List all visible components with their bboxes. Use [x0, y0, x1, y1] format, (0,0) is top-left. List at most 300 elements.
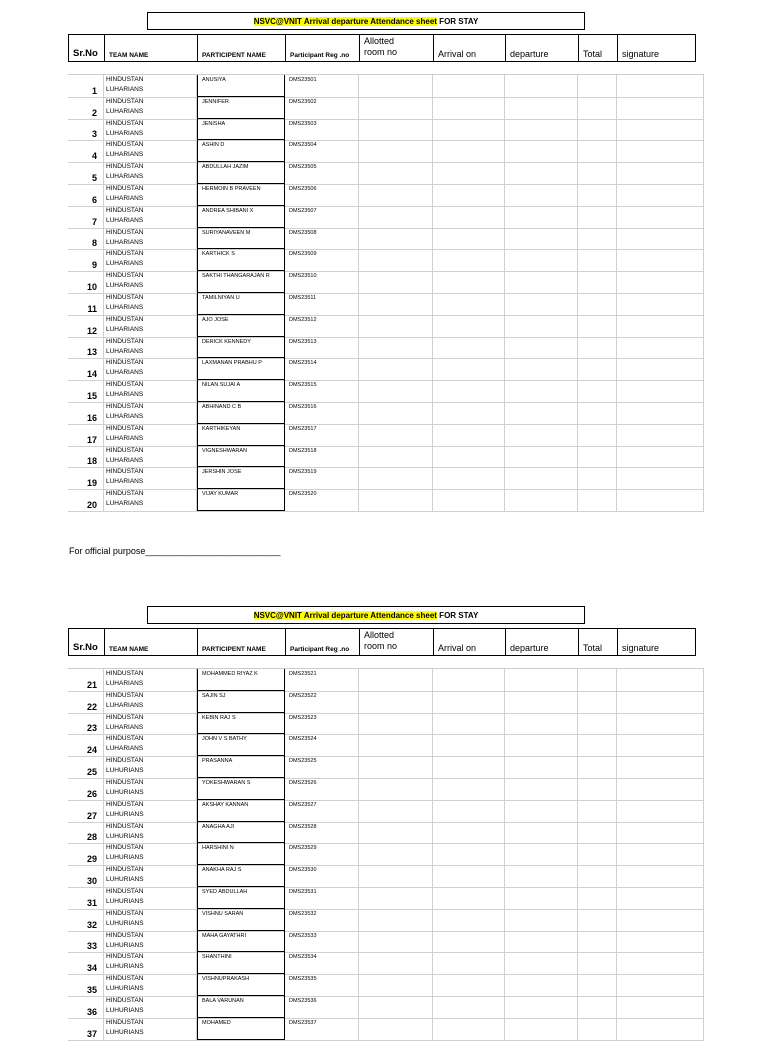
header-signature: signature: [622, 49, 660, 59]
row-srno: 7: [68, 206, 104, 228]
row-room-cell[interactable]: [359, 162, 433, 184]
row-arrival-cell[interactable]: [433, 756, 505, 778]
row-arrival-cell[interactable]: [433, 380, 505, 402]
row-room-cell[interactable]: [359, 249, 433, 271]
row-total-cell[interactable]: [578, 467, 617, 489]
row-room-cell[interactable]: [359, 228, 433, 250]
row-departure-cell[interactable]: [505, 909, 578, 931]
table-row: [68, 887, 704, 910]
row-arrival-cell[interactable]: [433, 337, 505, 359]
team-name-line2: LUHARIANS: [106, 195, 144, 202]
row-reg-no: DMS23501: [285, 75, 359, 97]
row-arrival-cell[interactable]: [433, 315, 505, 337]
row-room-cell[interactable]: [359, 996, 433, 1018]
row-team-name: [104, 489, 197, 511]
row-total-cell[interactable]: [578, 909, 617, 931]
row-arrival-cell[interactable]: [433, 249, 505, 271]
row-arrival-cell[interactable]: [433, 734, 505, 756]
row-reg-no: DMS23509: [285, 249, 359, 271]
header-departure: departure: [506, 35, 579, 61]
table-row: [68, 337, 704, 360]
row-reg-no: DMS23503: [285, 119, 359, 141]
row-participant-name: YOKESHWARAN S: [197, 778, 285, 800]
row-signature-cell[interactable]: [617, 822, 704, 844]
row-room-cell[interactable]: [359, 315, 433, 337]
row-participant-name: AJO JOSE: [197, 315, 285, 337]
row-room-cell[interactable]: [359, 1018, 433, 1040]
row-departure-cell[interactable]: [505, 843, 578, 865]
row-room-cell[interactable]: [359, 778, 433, 800]
row-srno: 30: [68, 865, 104, 887]
row-team-name: [104, 713, 197, 735]
title-highlighted: NSVC@VNIT Arrival departure Attendance sheet: [253, 611, 437, 620]
row-signature-cell[interactable]: [617, 843, 704, 865]
row-total-cell[interactable]: [578, 931, 617, 953]
row-total-cell[interactable]: [578, 424, 617, 446]
row-arrival-cell[interactable]: [433, 843, 505, 865]
row-arrival-cell[interactable]: [433, 865, 505, 887]
row-participant-name: LAXMANAN PRABHU P: [197, 358, 285, 380]
row-signature-cell[interactable]: [617, 184, 704, 206]
row-room-cell[interactable]: [359, 184, 433, 206]
row-reg-no: DMS23511: [285, 293, 359, 315]
row-arrival-cell[interactable]: [433, 97, 505, 119]
row-total-cell[interactable]: [578, 996, 617, 1018]
row-srno: 10: [68, 271, 104, 293]
team-name-line1: HINDUSTAN: [106, 381, 144, 389]
row-srno: 2: [68, 97, 104, 119]
row-signature-cell[interactable]: [617, 756, 704, 778]
row-signature-cell[interactable]: [617, 1018, 704, 1040]
row-departure-cell[interactable]: [505, 822, 578, 844]
row-team-name: [104, 909, 197, 931]
row-room-cell[interactable]: [359, 887, 433, 909]
row-departure-cell[interactable]: [505, 1018, 578, 1040]
row-room-cell[interactable]: [359, 713, 433, 735]
team-name-line2: LUHARIANS: [106, 701, 144, 709]
row-team-name: [104, 1018, 197, 1040]
row-arrival-cell[interactable]: [433, 887, 505, 909]
row-signature-cell[interactable]: [617, 402, 704, 424]
row-reg-no: DMS23537: [285, 1018, 359, 1040]
team-name-line2: LUHARIANS: [106, 391, 144, 399]
row-arrival-cell[interactable]: [433, 424, 505, 446]
row-total-cell[interactable]: [578, 887, 617, 909]
row-total-cell[interactable]: [578, 358, 617, 380]
team-name-line1: HINDUSTAN: [106, 735, 144, 743]
row-arrival-cell[interactable]: [433, 467, 505, 489]
row-departure-cell[interactable]: [505, 140, 578, 162]
row-srno: 20: [68, 489, 104, 511]
row-srno: 24: [68, 734, 104, 756]
row-room-cell[interactable]: [359, 358, 433, 380]
row-departure-cell[interactable]: [505, 996, 578, 1018]
row-reg-no: DMS23532: [285, 909, 359, 931]
row-participant-name: VISHNU SARAN: [197, 909, 285, 931]
row-signature-cell[interactable]: [617, 800, 704, 822]
row-team-name: [104, 249, 197, 271]
row-arrival-cell[interactable]: [433, 184, 505, 206]
row-arrival-cell[interactable]: [433, 446, 505, 468]
row-departure-cell[interactable]: [505, 756, 578, 778]
row-total-cell[interactable]: [578, 1018, 617, 1040]
row-total-cell[interactable]: [578, 293, 617, 315]
row-participant-name: VIGNESHWARAN: [197, 446, 285, 468]
row-departure-cell[interactable]: [505, 489, 578, 511]
row-srno: 32: [68, 909, 104, 931]
row-total-cell[interactable]: [578, 75, 617, 97]
team-name-line1: HINDUSTAN: [106, 909, 144, 917]
row-departure-cell[interactable]: [505, 734, 578, 756]
row-room-cell[interactable]: [359, 75, 433, 97]
row-participant-name: AKSHAY KANNAN: [197, 800, 285, 822]
row-total-cell[interactable]: [578, 337, 617, 359]
row-total-cell[interactable]: [578, 271, 617, 293]
row-departure-cell[interactable]: [505, 293, 578, 315]
row-signature-cell[interactable]: [617, 865, 704, 887]
row-signature-cell[interactable]: [617, 271, 704, 293]
row-departure-cell[interactable]: [505, 206, 578, 228]
team-name-line1: HINDUSTAN: [106, 822, 144, 830]
title-suffix: FOR STAY: [436, 611, 479, 620]
row-total-cell[interactable]: [578, 140, 617, 162]
row-total-cell[interactable]: [578, 249, 617, 271]
team-name-line2: LUHURIANS: [106, 789, 144, 796]
row-room-cell[interactable]: [359, 119, 433, 141]
row-reg-no: DMS23526: [285, 778, 359, 800]
row-signature-cell[interactable]: [617, 446, 704, 468]
row-departure-cell[interactable]: [505, 184, 578, 206]
row-room-cell[interactable]: [359, 909, 433, 931]
row-room-cell[interactable]: [359, 756, 433, 778]
table-row: [68, 140, 704, 163]
row-total-cell[interactable]: [578, 974, 617, 996]
row-signature-cell[interactable]: [617, 162, 704, 184]
row-room-cell[interactable]: [359, 843, 433, 865]
row-signature-cell[interactable]: [617, 97, 704, 119]
row-arrival-cell[interactable]: [433, 800, 505, 822]
row-total-cell[interactable]: [578, 756, 617, 778]
row-arrival-cell[interactable]: [433, 206, 505, 228]
row-total-cell[interactable]: [578, 843, 617, 865]
row-participant-name: KARTHICK S: [197, 249, 285, 271]
row-room-cell[interactable]: [359, 734, 433, 756]
row-signature-cell[interactable]: [617, 669, 704, 691]
row-total-cell[interactable]: [578, 691, 617, 713]
row-room-cell[interactable]: [359, 424, 433, 446]
row-srno: 34: [68, 952, 104, 974]
row-departure-cell[interactable]: [505, 380, 578, 402]
row-total-cell[interactable]: [578, 669, 617, 691]
row-total-cell[interactable]: [578, 97, 617, 119]
team-name-line1: HINDUSTAN: [106, 953, 144, 961]
row-total-cell[interactable]: [578, 734, 617, 756]
row-room-cell[interactable]: [359, 402, 433, 424]
row-total-cell[interactable]: [578, 952, 617, 974]
row-room-cell[interactable]: [359, 380, 433, 402]
row-signature-cell[interactable]: [617, 358, 704, 380]
team-name-line2: LUHARIANS: [106, 86, 144, 93]
table-row: [68, 97, 704, 120]
official-purpose-line: For official purpose___________________________: [69, 546, 281, 556]
row-arrival-cell[interactable]: [433, 271, 505, 293]
row-reg-no: DMS23527: [285, 800, 359, 822]
row-total-cell[interactable]: [578, 489, 617, 511]
row-arrival-cell[interactable]: [433, 822, 505, 844]
table-header: [68, 34, 696, 62]
row-departure-cell[interactable]: [505, 228, 578, 250]
team-name-line1: HINDUSTAN: [106, 844, 144, 852]
team-name-line2: LUHARIANS: [106, 260, 144, 268]
header-srno: Sr.No: [69, 35, 105, 61]
team-name-line2: LUHURIANS: [106, 919, 144, 927]
row-departure-cell[interactable]: [505, 402, 578, 424]
row-signature-cell[interactable]: [617, 228, 704, 250]
row-total-cell[interactable]: [578, 713, 617, 735]
row-signature-cell[interactable]: [617, 315, 704, 337]
row-room-cell[interactable]: [359, 337, 433, 359]
row-room-cell[interactable]: [359, 974, 433, 996]
table-row: [68, 402, 704, 425]
table-row: [68, 952, 704, 975]
row-total-cell[interactable]: [578, 402, 617, 424]
row-signature-cell[interactable]: [617, 734, 704, 756]
row-signature-cell[interactable]: [617, 140, 704, 162]
row-signature-cell[interactable]: [617, 206, 704, 228]
row-arrival-cell[interactable]: [433, 140, 505, 162]
row-team-name: [104, 271, 197, 293]
row-participant-name: VIJAY KUMAR: [197, 489, 285, 511]
title-highlighted: NSVC@VNIT Arrival departure Attendance sheet: [253, 17, 437, 26]
team-name-line1: HINDUSTAN: [106, 866, 144, 874]
row-arrival-cell[interactable]: [433, 402, 505, 424]
row-signature-cell[interactable]: [617, 467, 704, 489]
team-name-line2: LUHARIANS: [106, 434, 144, 442]
row-total-cell[interactable]: [578, 380, 617, 402]
row-arrival-cell[interactable]: [433, 1018, 505, 1040]
table-row: [68, 184, 704, 207]
row-room-cell[interactable]: [359, 140, 433, 162]
table-row: [68, 756, 704, 779]
row-total-cell[interactable]: [578, 315, 617, 337]
row-departure-cell[interactable]: [505, 865, 578, 887]
row-arrival-cell[interactable]: [433, 489, 505, 511]
row-arrival-cell[interactable]: [433, 669, 505, 691]
row-signature-cell[interactable]: [617, 489, 704, 511]
row-departure-cell[interactable]: [505, 691, 578, 713]
row-departure-cell[interactable]: [505, 974, 578, 996]
row-signature-cell[interactable]: [617, 713, 704, 735]
team-name-line1: HINDUSTAN: [106, 163, 144, 171]
title-suffix: FOR STAY: [436, 17, 479, 26]
row-srno: 9: [68, 249, 104, 271]
team-name-line2: LUHARIANS: [106, 478, 144, 486]
row-participant-name: SAKTHI THANGARAJAN R: [197, 271, 285, 293]
row-departure-cell[interactable]: [505, 97, 578, 119]
row-departure-cell[interactable]: [505, 887, 578, 909]
row-team-name: [104, 140, 197, 162]
row-room-cell[interactable]: [359, 822, 433, 844]
row-room-cell[interactable]: [359, 467, 433, 489]
row-arrival-cell[interactable]: [433, 952, 505, 974]
row-arrival-cell[interactable]: [433, 691, 505, 713]
row-departure-cell[interactable]: [505, 669, 578, 691]
row-departure-cell[interactable]: [505, 337, 578, 359]
table-row: [68, 865, 704, 888]
table-row: [68, 228, 704, 251]
row-total-cell[interactable]: [578, 778, 617, 800]
row-reg-no: DMS23518: [285, 446, 359, 468]
row-srno: 4: [68, 140, 104, 162]
team-name-line2: LUHARIANS: [106, 347, 144, 355]
row-arrival-cell[interactable]: [433, 162, 505, 184]
row-signature-cell[interactable]: [617, 249, 704, 271]
table-row: [68, 489, 704, 512]
row-signature-cell[interactable]: [617, 887, 704, 909]
row-arrival-cell[interactable]: [433, 119, 505, 141]
row-total-cell[interactable]: [578, 184, 617, 206]
row-srno: 13: [68, 337, 104, 359]
row-total-cell[interactable]: [578, 206, 617, 228]
row-room-cell[interactable]: [359, 952, 433, 974]
row-room-cell[interactable]: [359, 931, 433, 953]
row-arrival-cell[interactable]: [433, 228, 505, 250]
team-name-line2: LUHARIANS: [106, 413, 144, 420]
row-arrival-cell[interactable]: [433, 75, 505, 97]
row-arrival-cell[interactable]: [433, 293, 505, 315]
team-name-line2: LUHARIANS: [106, 238, 144, 246]
row-departure-cell[interactable]: [505, 446, 578, 468]
row-departure-cell[interactable]: [505, 271, 578, 293]
row-room-cell[interactable]: [359, 206, 433, 228]
row-team-name: [104, 206, 197, 228]
row-signature-cell[interactable]: [617, 75, 704, 97]
header-room: [360, 35, 434, 61]
row-arrival-cell[interactable]: [433, 778, 505, 800]
row-departure-cell[interactable]: [505, 315, 578, 337]
header-total: Total: [579, 35, 618, 61]
sheet-title: [147, 606, 585, 624]
header-srno: Sr.No: [69, 629, 105, 655]
row-signature-cell[interactable]: [617, 293, 704, 315]
row-signature-cell[interactable]: [617, 996, 704, 1018]
header-arrival: Arrival on: [434, 629, 506, 655]
team-name-line1: HINDUSTAN: [106, 713, 144, 721]
row-total-cell[interactable]: [578, 865, 617, 887]
table-header: [68, 628, 696, 656]
row-departure-cell[interactable]: [505, 249, 578, 271]
team-name-line1: HINDUSTAN: [106, 272, 144, 280]
row-arrival-cell[interactable]: [433, 909, 505, 931]
row-arrival-cell[interactable]: [433, 996, 505, 1018]
row-signature-cell[interactable]: [617, 337, 704, 359]
row-srno: 23: [68, 713, 104, 735]
table-row: [68, 974, 704, 997]
header-participant: PARTICIPENT NAME: [198, 35, 286, 61]
row-total-cell[interactable]: [578, 228, 617, 250]
team-name-line1: HINDUSTAN: [106, 359, 144, 367]
row-signature-cell[interactable]: [617, 778, 704, 800]
row-srno: 21: [68, 669, 104, 691]
row-departure-cell[interactable]: [505, 75, 578, 97]
table-row: [68, 380, 704, 403]
row-signature-cell[interactable]: [617, 952, 704, 974]
row-total-cell[interactable]: [578, 822, 617, 844]
row-participant-name: ANUSIYA: [197, 75, 285, 97]
row-participant-name: ANAGHA AJI: [197, 822, 285, 844]
row-departure-cell[interactable]: [505, 119, 578, 141]
row-signature-cell[interactable]: [617, 974, 704, 996]
attendance-table: [68, 668, 704, 1039]
row-srno: 33: [68, 931, 104, 953]
row-room-cell[interactable]: [359, 800, 433, 822]
team-name-line2: LUHURIANS: [106, 963, 144, 971]
row-signature-cell[interactable]: [617, 931, 704, 953]
team-name-line2: LUHURIANS: [106, 767, 144, 775]
row-total-cell[interactable]: [578, 446, 617, 468]
row-team-name: [104, 952, 197, 974]
team-name-line2: LUHARIANS: [106, 216, 144, 224]
row-signature-cell[interactable]: [617, 909, 704, 931]
row-reg-no: DMS23510: [285, 271, 359, 293]
row-departure-cell[interactable]: [505, 800, 578, 822]
row-total-cell[interactable]: [578, 119, 617, 141]
table-row: [68, 315, 704, 338]
row-signature-cell[interactable]: [617, 691, 704, 713]
row-room-cell[interactable]: [359, 489, 433, 511]
row-team-name: [104, 446, 197, 468]
team-name-line1: HINDUSTAN: [106, 490, 144, 498]
row-arrival-cell[interactable]: [433, 358, 505, 380]
team-name-line1: HINDUSTAN: [106, 1018, 144, 1026]
header-team: TEAM NAME: [105, 35, 198, 61]
row-participant-name: ABHINAND C B: [197, 402, 285, 424]
row-room-cell[interactable]: [359, 865, 433, 887]
row-participant-name: HERMOIN B PRAVEEN: [197, 184, 285, 206]
row-arrival-cell[interactable]: [433, 931, 505, 953]
row-room-cell[interactable]: [359, 293, 433, 315]
row-departure-cell[interactable]: [505, 424, 578, 446]
row-participant-name: MOHAMED: [197, 1018, 285, 1040]
row-total-cell[interactable]: [578, 162, 617, 184]
row-departure-cell[interactable]: [505, 952, 578, 974]
team-name-line2: LUHARIANS: [106, 325, 144, 333]
row-signature-cell[interactable]: [617, 119, 704, 141]
row-signature-cell[interactable]: [617, 424, 704, 446]
row-total-cell[interactable]: [578, 800, 617, 822]
row-team-name: [104, 865, 197, 887]
row-departure-cell[interactable]: [505, 467, 578, 489]
row-room-cell[interactable]: [359, 669, 433, 691]
row-departure-cell[interactable]: [505, 931, 578, 953]
row-room-cell[interactable]: [359, 446, 433, 468]
row-room-cell[interactable]: [359, 97, 433, 119]
row-departure-cell[interactable]: [505, 713, 578, 735]
row-departure-cell[interactable]: [505, 778, 578, 800]
header-team: TEAM NAME: [105, 629, 198, 655]
row-room-cell[interactable]: [359, 691, 433, 713]
row-arrival-cell[interactable]: [433, 713, 505, 735]
row-arrival-cell[interactable]: [433, 974, 505, 996]
row-room-cell[interactable]: [359, 271, 433, 293]
row-signature-cell[interactable]: [617, 380, 704, 402]
row-reg-no: DMS23520: [285, 489, 359, 511]
team-name-line1: HINDUSTAN: [106, 337, 144, 345]
row-participant-name: KEBIN RAJ S: [197, 713, 285, 735]
row-participant-name: DERICK KENNEDY: [197, 337, 285, 359]
row-departure-cell[interactable]: [505, 162, 578, 184]
row-departure-cell[interactable]: [505, 358, 578, 380]
